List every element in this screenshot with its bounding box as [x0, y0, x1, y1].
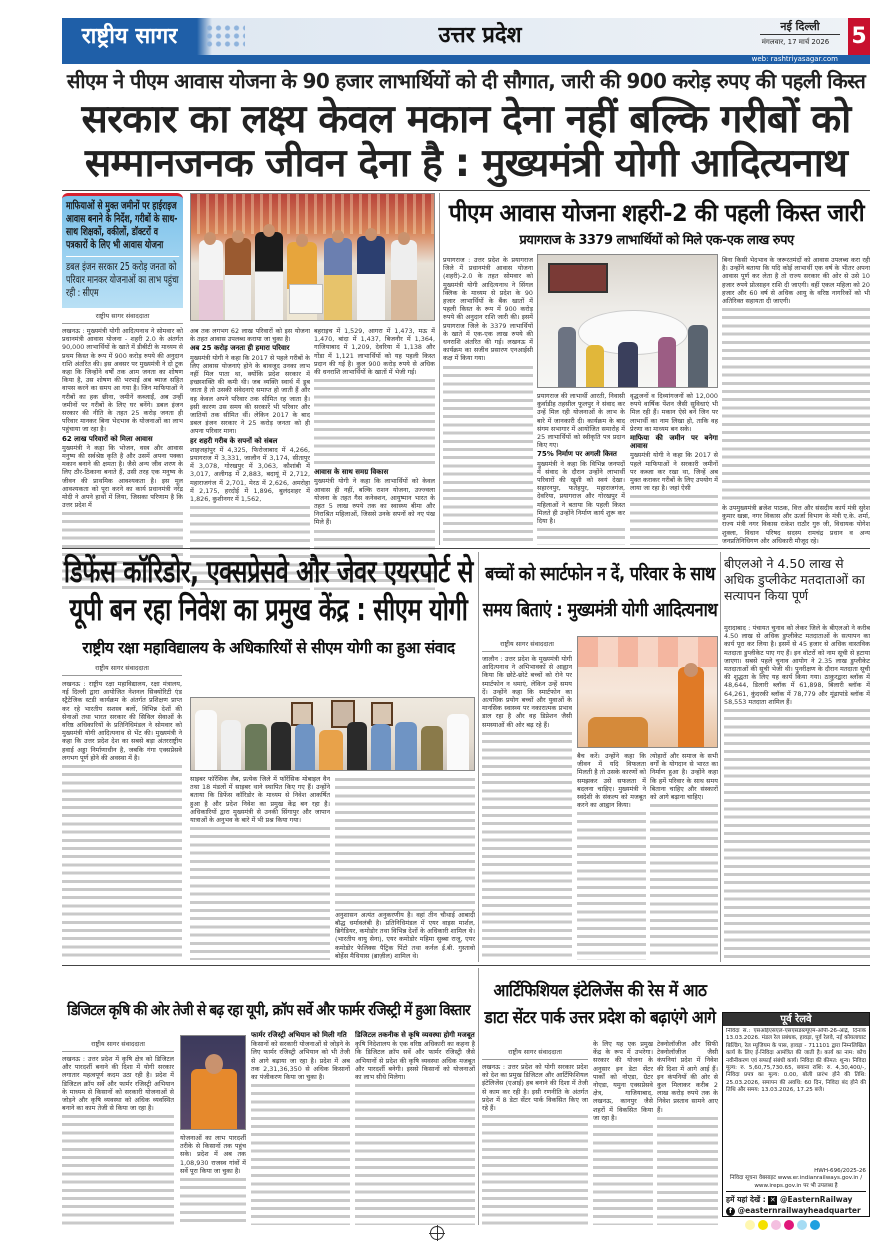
ad-website[interactable]: निविदा सूचना वेबसाइट www.er.indianrailways.gov.in / www.ireps.gov.in पर भी उपलब्ध है — [726, 1175, 866, 1192]
subheading: आवास के साथ समग्र विकास — [314, 468, 389, 477]
edition-date: मंगलवार, 17 मार्च 2026 — [761, 38, 830, 46]
defence-headline — [62, 553, 475, 629]
article-column — [443, 256, 533, 545]
article-text: बैच करें। उन्होंने कहा कि जीवन में यदि विफलता मिलती है तो उसके कारणों को समझकर उसे सफलता में बदलना चाहिए। मुख्यमंत्री ने स्वदेशी के संकल्प को मजबूत करने का आह्वान किया। — [577, 752, 646, 810]
article-text: लखनऊ : उत्तर प्रदेश में कृषि क्षेत्र को डिजिटल और पारदर्शी बनाने की दिशा में योगी सरकार लगातार महत्वपूर्ण कदम उठा रही है। प्रदेश में डिजिटल क्रॉप सर्वे और फार्मर रजिस्ट्री अभियान के माध्यम से किसानों को सरकारी योजनाओं से जोड़ने और कृषि व्यवस्था को अधिक व्यवस्थित बनाने का काम तेजी से किया जा रहा है। — [62, 1055, 174, 1113]
article-column — [180, 1134, 246, 1225]
subheading: अब 25 करोड़ जनता ही हमारा परिवार — [190, 344, 290, 353]
divider — [62, 965, 870, 966]
article-text: टेक्नोलॉजीज और सिफी टेक्नोलॉजीज जैसी कंपनियां प्रदेश में निवेश की दिशा में आगे आई हैं। इन कंपनियों की ओर से कुल मिलाकर करीब 2 लाख करोड़ रुपये तक के निवेश प्रस्ताव सामने आए हैं। — [657, 1040, 718, 1114]
article-text: मुख्यमंत्री योगी ने कहा कि 2017 से पहले गरीबों के लिए आवास योजनाएं होने के बावजूद उनका लाभ नहीं मिल पाता था, क्योंकि प्रदेश सरकार में इच्छाशक्ति की कमी थी। जब व्यक्ति स्वार्थ में डूब जाता है तो उसकी संवेदनाएं समाप्त हो जाती हैं और वह केवल अपने परिवार तक सीमित रह जाता है। इसी कारण उस समय की सरकारें भी परिवार और जातियों तक सीमित थीं। लेकिन 2017 के बाद डबल इंजन सरकार ने 25 करोड़ जनता को ही अपना परिवार माना। — [190, 353, 310, 436]
article-text: मुख्यमंत्री ने कहा कि विभिन्न जनपदों में संवाद के दौरान उन्होंने लाभार्थी परिवारों की खुशी को स्वयं देखा। सहारनपुर, फतेहपुर, महाराजगंज, देवरिया, प्रयागराज और गोरखपुर में महिलाओं ने बताया कि पहली किस्त मिलते ही उन्होंने निर्माण कार्य शुरू कर दिया है। — [537, 459, 625, 526]
defence-headline-text: डिफेंस कॉरिडोर, एक्सप्रेसवे और जेवर एयरपोर्ट से यूपी बन रहा निवेश का प्रमुख केंद्र : सीएम योगी — [63, 554, 474, 628]
divider — [62, 190, 870, 191]
article-text: वृद्धजनों व दिव्यांगजनों को 12,000 रुपये वार्षिक पेंशन जैसी सुविधाएं भी मिल रही हैं। मकान ऐसे बनें जिन पर लाभार्थी का नाम लिखा हो, ताकि वह प्रेरणा का माध्यम बन सके। — [630, 392, 718, 433]
article-column — [630, 392, 718, 545]
blo-headline — [724, 556, 870, 604]
blo-headline-text: बीएलओ ने 4.50 लाख से अधिक डुप्लीकेट मतदाताओं का सत्यापन किया पूर्ण — [724, 556, 865, 603]
article-text: त्योहारों और समाज के सभी वर्गों के योगदान से भारत का निर्माण हुआ है। उन्होंने कहा कि हमें परिवार के साथ समय बिताना चाहिए और संस्कारों को आगे बढ़ाना चाहिए। — [650, 752, 718, 802]
article-column — [314, 327, 435, 590]
subheading: डिजिटल तकनीक से कृषि व्यवस्था होगी मजबूत — [355, 1031, 475, 1039]
article-column — [722, 256, 870, 545]
article-text: मुख्यमंत्री योगी ने कहा कि लाभार्थियों को केवल आवास ही नहीं, बल्कि राशन योजना, उज्ज्वला योजना के तहत गैस कनेक्शन, आयुष्मान भारत के तहत 5 लाख रुपये तक का स्वास्थ्य बीमा और निराश्रित महिलाओं, जिससे उनके सपनों को नए पंख मिले हैं। — [314, 477, 435, 527]
article-text: अब तक लगभग 62 लाख परिवारों को इस योजना के तहत आवास उपलब्ध कराया जा चुका है। — [190, 327, 310, 344]
article-text: अनुशासन अत्यंत अनुकरणीय है। वहां तीन चौथाई आबादी बौद्ध धर्मावलंबी है। प्रतिनिधिमंडल में एयर वाइस मार्शल, ब्रिगेडियर, कमोडोर तथा विभिन्न देशों के अधिकारी शामिल थे। (भारतीय वायु सेना), एयर कमोडोर महिमा सुब्बा राजू, एयर कमोडोर फेलिक्स पैट्रिक पिंटो तथा कर्नल ई.बी. गुस्तावो बोर्हेस मैथियास (ब्राज़ील) शामिल थे। — [335, 910, 475, 960]
ad-body: निविदा सं.: एसओईएसएल-एसएसडब्ल्यूएम-ओपी-26-आर्द्र, दिनांक 13.03.2026. मंडल रेल प्रबंधक, हावड़ा, पूर्व रेलवे, नई कोयलाघाट बिल्डिंग, रेल म्यूजियम के पास, हावड़ा - 711101 द्वारा निम्नलिखित कार्य के लिए ई-निविदा आमंत्रित की जाती है। कार्य का नाम: कोच नवीनीकरण एवं सफाई संबंधी कार्य। निविदा की कीमत: शून्य। निविदा मूल्य: रु. 5,60,75,730.65, बयाना राशि: रु. 4,30,400/-, निविदा प्रपत्र का मूल्य: 0.00, बोली प्रारंभ होने की तिथि: 25.03.2026, समापन की अवधि: 60 दिन, निविदा बंद होने की तिथि और समय: 13.03.2026, 17.25 बजे। — [726, 1028, 866, 1094]
article-text: जालौन : उत्तर प्रदेश के मुख्यमंत्री योगी आदित्यनाथ ने अभिभावकों से आह्वान किया कि छोटे-छोटे बच्चों को रोने पर स्मार्टफोन न थमाएं, लेकिन उन्हें समय दें। उन्होंने कहा कि स्मार्टफोन का अत्यधिक प्रयोग बच्चों और युवाओं के मानसिक स्वास्थ्य पर नकारात्मक प्रभाव डाल रहा है और वह डिप्रेशन जैसी समस्याओं की ओर बढ़ रहे हैं। — [482, 655, 572, 729]
article-text: मुख्यमंत्री ने कहा कि भोजन, वस्त्र और आवास मनुष्य की सर्वश्रेष्ठ कृति है और उसमें अपना पक्का मकान बनाने की क्षमता है। जैसे अन्य जीव शरण के लिए ठौर-ठिकाना बनाते हैं, उसी तरह एक मनुष्य के जीवन की प्राथमिक आवश्यकता है। इस मूल आवश्यकता को पूरा करने का कार्य प्रधानमंत्री नरेंद्र मोदी ने अपने हाथों में लिया, जिसका परिणाम है कि उत्तर प्रदेश में — [62, 443, 183, 510]
article-column — [537, 392, 625, 545]
decorative-dots-icon — [205, 24, 245, 48]
byline: राष्ट्रीय सागर संवाददाता — [482, 640, 572, 652]
prayagraj-subhead-text: प्रयागराज के 3379 लाभार्थियों को मिले एक-एक लाख रुपए — [519, 233, 794, 248]
article-text: कृषि निदेशालय के एक वरिष्ठ अधिकारी का कहना है कि डिजिटल क्रॉप सर्वे और फार्मर रजिस्ट्री जैसे अभियानों से प्रदेश की कृषि व्यवस्था अधिक मजबूत और पारदर्शी बनेगी। इससे किसानों को योजनाओं का लाभ सीधे मिलेगा। — [355, 1040, 475, 1082]
article-text: बहराइच में 1,529, आगरा में 1,473, मऊ में 1,470, बांदा में 1,437, बिजनौर में 1,364, गाजियाबाद में 1,209, देवरिया में 1,138 और गोंडा में 1,121 लाभार्थियों को यह पहली किस्त प्रदान की गई है। कुल 900 करोड़ रुपये से अधिक की धनराशि लाभार्थियों के खातों में भेजी गई। — [314, 327, 435, 377]
delegation-photo — [190, 697, 475, 771]
article-text: लखनऊ : उत्तर प्रदेश को योगी सरकार प्रदेश को देश का प्रमुख डिजिटल और आर्टिफिशियल इंटेलिजेंस (एआई) हब बनाने की दिशा में तेजी से काम कर रही है। इसी रणनीति के अंतर्गत प्रदेश में 8 डेटा सेंटर पार्क विकसित किए जा रहे हैं। — [482, 1063, 588, 1113]
article-column — [62, 327, 183, 590]
highlight-box-content — [66, 200, 179, 300]
follow-label: हमें यहां देखें : — [726, 1195, 766, 1205]
article-text: योजनाओं का लाभ पारदर्शी तरीके से किसानों तक पहुंच सके। प्रदेश में अब तक 1,08,930 राजस्व गांवों में सर्वे पूरा किया जा चुका है। — [180, 1134, 246, 1175]
x-icon: ✕ — [769, 1196, 776, 1205]
article-column — [482, 1063, 588, 1225]
subheading: 62 लाख परिवारों को मिला आवास — [62, 434, 153, 443]
railway-tender-ad — [722, 1012, 870, 1217]
ai-headline — [482, 978, 718, 1032]
smartphone-headline — [482, 556, 718, 628]
article-text: लखनऊ : राष्ट्रीय रक्षा महाविद्यालय, रक्षा मंत्रालय, नई दिल्ली द्वारा आयोजित नेशनल सिक्योरिटी एंड स्ट्रैटेजिक स्टडी कार्यक्रम के अंतर्गत प्रशिक्षण प्राप्त कर रहे भारतीय सशस्त्र बलों, विभिन्न देशों की सेनाओं तथा भारत सरकार की सिविल सेवाओं के वरिष्ठ अधिकारियों के प्रतिनिधिमंडल ने सोमवार को मुख्यमंत्री योगी आदित्यनाथ से भेंट की। मुख्यमंत्री ने कहा कि उत्तर प्रदेश देश का सबसे बड़ा अंतरराष्ट्रीय हवाई अड्डा निर्माणाधीन है, जबकि गंगा एक्सप्रेसवे लगभग पूर्ण होने की अवस्था में है। — [62, 680, 182, 762]
article-column — [482, 655, 572, 960]
highlight-box — [62, 193, 183, 308]
article-column — [355, 1030, 475, 1225]
article-column — [650, 752, 718, 960]
ad-reference: HWH-696/2025-26 — [814, 1168, 866, 1174]
byline: राष्ट्रीय सागर संवाददाता — [62, 1040, 174, 1052]
facebook-handle[interactable]: @easternrailwayheadquarter — [737, 1206, 861, 1216]
article-text: लखनऊ : मुख्यमंत्री योगी आदित्यनाथ ने सोमवार को प्रधानमंत्री आवास योजना - शहरी 2.0 के अंतर्गत 90,000 लाभार्थियों के खाते में डीबीटी के माध्यम से प्रथम किस्त के रूप में 900 करोड़ रुपये की अनुदान राशि अंतरित की। इस अवसर पर मुख्यमंत्री ने दो टूक कहा कि जिन्होंने वर्षों तक आम जनता का शोषण किया है, उस शोषण की भरपाई अब ब्याज सहित वापस करने का समय आ गया है। जिन माफियाओं ने गरीबों का हक छीना, जमीनें कब्जाईं, अब उन्हीं जमीनों पर गरीबों के लिए घर बनेंगे। डबल इंजन सरकार की नीति के तहत 25 करोड़ जनता ही परिवार मानकर बिना भेदभाव के योजनाओं का लाभ पहुंचाया जा रहा है। — [62, 327, 183, 434]
highlight-text-2: डबल इंजन सरकार 25 करोड़ जनता को परिवार मानकर योजनाओं का लाभ पहुंचा रही : सीएम — [66, 261, 179, 299]
article-text: मुरादाबाद : पंचायत चुनाव को लेकर जिले के बीएलओ ने करीब 4.50 लाख से अधिक डुप्लीकेट मतदाताओं के सत्यापन का कार्य पूरा कर लिया है। इसमें से 45 हजार से अधिक वास्तविक मतदाता डुप्लीकेट पाए गए हैं। इन वोटरों को नाम सूची से हटाया जाएगा। सबसे पहले चुनाव आयोग ने 2.35 लाख डुप्लीकेट मतदाताओं की सूची भेजी थी। पुनरीक्षण के दौरान मतदाता सूची की शुद्धता के लिए यह कार्य किया गया। ठाकुरद्वारा ब्लॉक में 48,644, डिलारी ब्लॉक में 61,898, बिलारी ब्लॉक में 64,261, कुंदरकी ब्लॉक में 78,779 और मूंढापांडे ब्लॉक में 58,553 मतदाता शामिल हैं। — [724, 624, 870, 706]
agri-headline-text: डिजिटल कृषि की ओर तेजी से बढ़ रहा यूपी, क्रॉप सर्वे और फार्मर रजिस्ट्री में हुआ विस्तार — [67, 1001, 470, 1019]
facebook-icon: f — [726, 1207, 735, 1216]
article-text: बिना किसी भेदभाव के जरूरतमंदों को आवास उपलब्ध करा रही है। उन्होंने बताया कि यदि कोई लाभार्थी एक वर्ष के भीतर अपना आवास पूर्ण कर लेता है तो राज्य सरकार की ओर से उसे 10 हजार रुपये प्रोत्साहन राशि दी जाएगी। वहीं एकल महिला को 20 हजार और 60 वर्ष से अधिक आयु के वरिष्ठ नागरिकों को भी अतिरिक्त सहायता दी जाएगी। — [722, 256, 870, 306]
x-handle[interactable]: @EasternRailway — [779, 1195, 853, 1205]
lead-kicker-text: सीएम ने पीएम आवास योजना के 90 हजार लाभार्थियों को दी सौगात, जारी की 900 करोड़ रुपए की पहली किस्त — [66, 69, 866, 93]
lead-headline-text: सरकार का लक्ष्य केवल मकान देना नहीं बल्कि गरीबों को सम्मानजनक जीवन देना है : मुख्यमंत्री योगी आदित्यनाथ — [81, 97, 851, 186]
newspaper-title-text: राष्ट्रीय सागर — [81, 24, 178, 49]
byline: राष्ट्रीय सागर संवाददाता — [482, 1048, 588, 1060]
article-column — [577, 752, 646, 960]
subheading: फार्मर रजिस्ट्री अभियान को मिली गति — [251, 1031, 347, 1039]
article-column — [62, 680, 182, 960]
article-column — [251, 1030, 350, 1225]
section-title: उत्तर प्रदेश — [438, 23, 522, 48]
article-column — [724, 624, 870, 960]
meeting-photo — [537, 254, 718, 388]
subheading: माफिया की जमीन पर बनेगा आवास — [630, 434, 718, 451]
article-column — [62, 1055, 174, 1225]
highlight-text-1: माफियाओं से मुक्त जमीनों पर हाईराइज आवास बनाने के निर्देश, गरीबों के साथ-साथ शिक्षकों, वकीलों, डॉक्टरों व पत्रकारों के लिए भी आवास योजना — [66, 200, 178, 251]
article-text: मुख्यमंत्री योगी ने कहा कि 2017 से पहले माफियाओं ने सरकारी जमीनों पर कब्जा कर रखा था, जिन्हें अब मुक्त कराकर गरीबों के लिए उपयोग में लाया जा रहा है। जहां ऐसी — [630, 451, 718, 493]
lead-headline — [62, 98, 870, 186]
defence-subhead — [62, 638, 475, 658]
article-text: शाहजहांपुर में 4,325, फिरोजाबाद में 4,266, प्रयागराज में 3,331, जालौन में 3,174, सीतापुर में 3,078, गोरखपुर में 3,063, कौशांबी में 3,017, अलीगढ़ में 2,883, बदायूं में 2,712, महाराजगंज में 2,701, मेरठ में 2,626, अमरोहा में 2,175, हरदोई में 1,896, बुलंदशहर में 1,826, कुशीनगर में 1,562, — [190, 445, 310, 504]
article-column — [593, 1040, 653, 1225]
prayagraj-subhead — [443, 232, 870, 250]
byline: राष्ट्रीय सागर संवाददाता — [62, 312, 183, 324]
article-column — [335, 775, 475, 960]
article-text: के उपमुख्यमंत्री ब्रजेश पाठक, वित्त और संसदीय कार्य मंत्री सुरेश कुमार खन्ना, नगर विकास और ऊर्जा विभाग के मंत्री ए.के. शर्मा, राज्य मंत्री नगर विकास राकेश राठौर गुरु जी, विधायक योगेश शुक्ला, विधान परिषद सदस्य रामचंद्र प्रधान व अन्य जनप्रतिनिधिगण और अधिकारी मौजूद रहे। — [722, 503, 870, 545]
prayagraj-headline — [443, 198, 870, 228]
color-registration-dots — [745, 1220, 845, 1230]
divider — [66, 256, 179, 257]
edition-city: नई दिल्ली — [760, 20, 840, 35]
lead-kicker — [62, 68, 870, 94]
ad-title: पूर्व रेलवे — [723, 1013, 869, 1026]
article-text: प्रयागराज की लाभार्थी आरती, निवासी कुर्वाडीह तहसील फूलपुर ने संवाद कर उन्हें मिल रही योजनाओं के लाभ के बारे में जानकारी दी। कार्यक्रम के बाद संगम सभागार में आयोजित समारोह में 25 लाभार्थियों को स्वीकृति पत्र प्रदान किए गए। — [537, 392, 625, 450]
article-column — [657, 1040, 718, 1225]
article-column — [190, 327, 310, 590]
highlight-box-inner — [66, 200, 179, 300]
ai-headline-text: आर्टिफिशियल इंटेलिजेंस की रेस में आठ डाटा सेंटर पार्क उत्तर प्रदेश को बढ़ाएंगे आगे — [484, 981, 716, 1028]
registration-mark-icon — [430, 1226, 444, 1240]
newspaper-title — [62, 20, 197, 54]
article-text: किसानों को सरकारी योजनाओं से जोड़ने के लिए फार्मर रजिस्ट्री अभियान को भी तेजी से आगे बढ़ाया जा रहा है। प्रदेश में अब तक 2,31,36,350 से अधिक किसानों का पंजीकरण किया जा चुका है। — [251, 1040, 350, 1082]
event-photo — [577, 636, 718, 748]
article-column — [190, 775, 330, 960]
website-bar[interactable]: web: rashtriyasagar.com — [62, 55, 870, 64]
byline: राष्ट्रीय सागर संवाददाता — [62, 664, 182, 676]
lead-photo — [190, 193, 435, 321]
prayagraj-headline-text: पीएम आवास योजना शहरी-2 की पहली किस्त जारी — [448, 199, 865, 227]
smartphone-headline-text: बच्चों को स्मार्टफोन न दें, परिवार के साथ समय बिताएं : मुख्यमंत्री योगी आदित्यनाथ — [482, 563, 718, 621]
subheading: 75% निर्माण पर अगली किस्त — [537, 450, 617, 459]
page-number: 5 — [848, 18, 870, 55]
article-text: के लिए यह एक प्रमुख केंद्र के रूप में उभरेगा। सरकार की योजना के अनुसार इन डेटा सेंटर पार्कों को नोएडा, ग्रेटर नोएडा, यमुना एक्सप्रेसवे क्षेत्र, गाजियाबाद, लखनऊ, कानपुर जैसे शहरों में विकसित किया जा रहा है। — [593, 1040, 653, 1122]
cm-photo — [180, 1035, 246, 1130]
agri-headline — [62, 1000, 475, 1020]
subheading: हर शहरी गरीब के सपनों को संबल — [190, 436, 278, 445]
article-text: प्रयागराज : उत्तर प्रदेश के प्रयागराज जिले में प्रधानमंत्री आवास योजना (शहरी)-2.0 के तहत सोमवार को मुख्यमंत्री योगी आदित्यनाथ ने सिंगल क्लिक के माध्यम से प्रदेश के 90 हजार लाभार्थियों के बैंक खातों में पहली किस्त के रूप में 900 करोड़ रुपये की अनुदान राशि जारी की। इसमें प्रयागराज जिले के 3379 लाभार्थियों के खाते में एक-एक लाख रुपये की धनराशि अंतरित की गई। लखनऊ में कार्यक्रम का सजीव प्रसारण एनआईसी कक्ष में किया गया। — [443, 256, 533, 363]
defence-subhead-text: राष्ट्रीय रक्षा महाविद्यालय के अधिकारियों से सीएम योगी का हुआ संवाद — [82, 639, 455, 657]
article-text: साइबर फॉरेंसिक लैब, प्रत्येक जिले में फॉरेंसिक मोबाइल वैन तथा 18 मंडलों में साइबर थाने स्थापित किए गए हैं। उन्होंने बताया कि डिफेंस कॉरिडोर के माध्यम से निवेश आकर्षित हुआ है और प्रदेश निवेश का प्रमुख केंद्र बन रहा है। अधिकारियों द्वारा मुख्यमंत्री से उनकी सिंगापुर और जापान यात्राओं के अनुभव के बारे में भी प्रश्न किया गया। — [190, 775, 330, 825]
divider — [62, 548, 870, 549]
